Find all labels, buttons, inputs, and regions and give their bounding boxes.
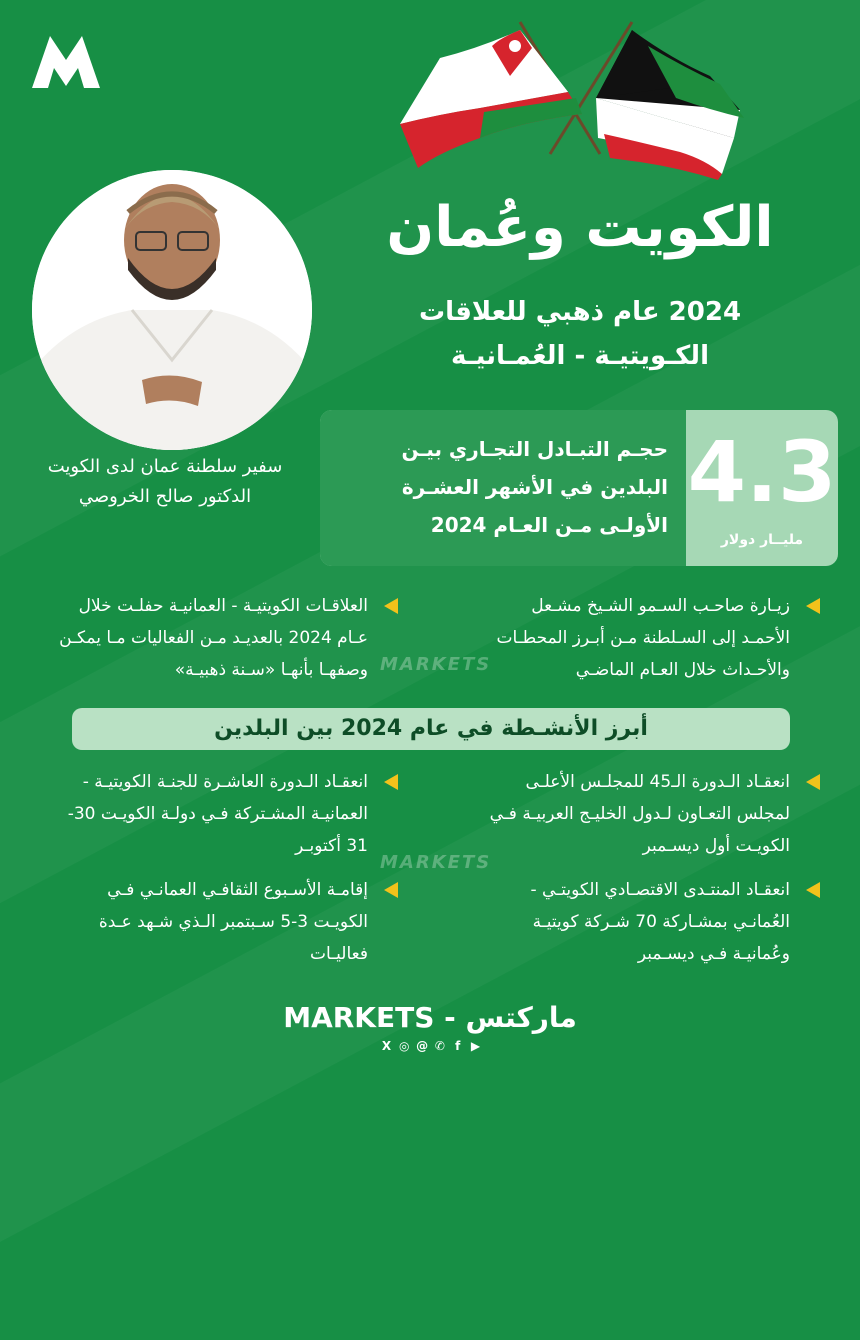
trade-stat-line-2: البلدين في الأشهر العشـرة (401, 475, 668, 499)
ambassador-portrait (32, 170, 312, 450)
bullet-arrow-icon (806, 882, 820, 898)
trade-stat-number: 4.3 (687, 423, 837, 521)
subtitle (340, 290, 820, 378)
page-title: الكويت وعُمان (386, 195, 774, 260)
bullet-arrow-icon (384, 598, 398, 614)
ambassador-photo-icon (32, 170, 312, 450)
bullet-line: انعقـاد الـدورة الـ45 للمجلـس الأعلـى (525, 772, 790, 792)
bullet-arrow-icon (384, 882, 398, 898)
ambassador-caption (20, 452, 310, 512)
bullet-visit (450, 590, 790, 686)
bullet-line: انعقـاد المنتـدى الاقتصـادي الكويتـي - (530, 880, 790, 900)
ambassador-name: الدكتور صالح الخروصي (78, 486, 252, 507)
ambassador-title: سفير سلطنة عمان لدى الكويت (47, 456, 283, 477)
threads-icon[interactable]: @ (416, 1039, 429, 1053)
whatsapp-icon[interactable]: ✆ (434, 1039, 445, 1053)
bullet-line: الأحمـد إلى السـلطنة مـن أبـرز المحطـات (496, 628, 790, 648)
bullet-line: انعقـاد الـدورة العاشـرة للجنـة الكويتيـة - (82, 772, 368, 792)
trade-stat-line-3: الأولـى مـن العـام 2024 (430, 513, 668, 537)
facebook-icon[interactable]: f (455, 1039, 461, 1053)
trade-stat-unit: مليــار دولار (720, 532, 804, 548)
bullet-arrow-icon (384, 774, 398, 790)
bullet-arrow-icon (806, 598, 820, 614)
trade-stat-text (320, 410, 686, 566)
bullet-line: وصفهـا بأنهـا «سـنة ذهبيـة» (174, 660, 368, 680)
bullet-line: وعُمانيـة فـي ديسـمبر (637, 944, 790, 964)
markets-logo-icon (28, 32, 104, 90)
bullet-line: والأحـداث خلال العـام الماضـي (575, 660, 790, 680)
markets-watermark: MARKETS (380, 852, 492, 873)
bullet-line: العُمانـي بمشـاركة 70 شـركة كويتيـة (532, 912, 790, 932)
social-icons (380, 1040, 482, 1053)
bullet-line: لمجلس التعـاون لـدول الخليـج العربيـة فـي (489, 804, 790, 824)
x-icon[interactable]: X (381, 1039, 392, 1053)
bullet-line: العمانيـة المشـتركة فـي دولـة الكويـت 30- (67, 804, 368, 824)
activity-economic-forum (450, 874, 790, 970)
bullet-line: عـام 2024 بالعديـد مـن الفعاليات مـا يمكـن (59, 628, 368, 648)
bullet-golden-year (30, 590, 368, 686)
activity-joint-committee (30, 766, 368, 862)
youtube-icon[interactable]: ▶ (470, 1039, 481, 1053)
crossed-flags-icon (400, 18, 750, 188)
bullet-line: زيـارة صاحـب السـمو الشـيخ مشـعل (531, 596, 790, 616)
subtitle-line-1: 2024 عام ذهبي للعلاقات (418, 297, 742, 327)
footer-brand: MARKETS - ماركتس (283, 1001, 577, 1034)
section-heading: أبرز الأنشـطة في عام 2024 بين البلدين (72, 708, 790, 750)
bullet-line: الكويـت أول ديسـمبر (642, 836, 790, 856)
bullet-arrow-icon (806, 774, 820, 790)
bullet-line: فعاليـات (310, 944, 368, 964)
activity-cultural-week (30, 874, 368, 970)
instagram-icon[interactable]: ◎ (399, 1039, 410, 1053)
bullet-line: الكويـت 3-5 سـبتمبر الـذي شـهد عـدة (98, 912, 368, 932)
subtitle-line-2: الكـويتيـة - العُمـانيـة (451, 341, 709, 371)
bullet-line: 31 أكتوبـر (295, 836, 368, 856)
bullet-line: العلاقـات الكويتيـة - العمانيـة حفلـت خلال (78, 596, 368, 616)
markets-watermark: MARKETS (380, 654, 492, 675)
activity-gcc-summit (450, 766, 790, 862)
bullet-line: إقامـة الأسـبوع الثقافـي العمانـي فـي (107, 880, 368, 900)
trade-stat-box (320, 410, 838, 566)
kuwait-flag-icon (596, 30, 744, 180)
trade-stat-line-1: حجـم التبـادل التجـاري بيـن (401, 437, 668, 461)
